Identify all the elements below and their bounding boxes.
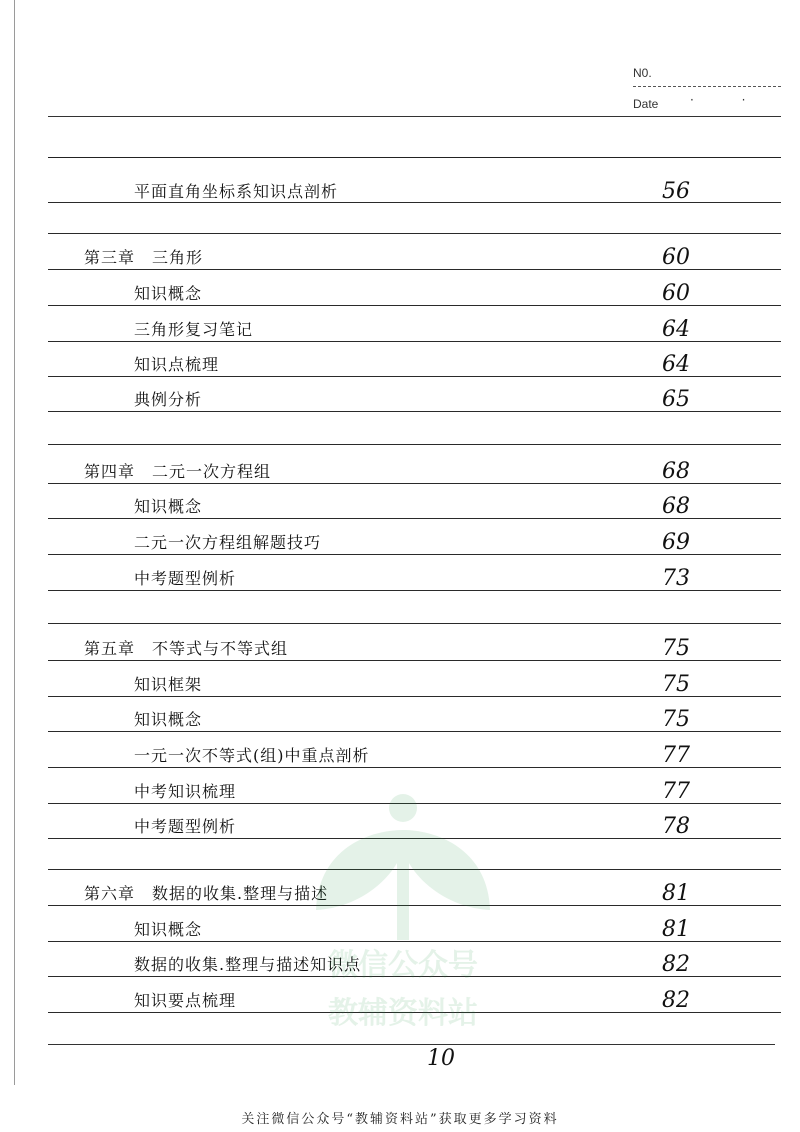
ruled-line	[48, 341, 781, 342]
toc-chapter-title: 第四章 二元一次方程组	[84, 462, 272, 481]
toc-entry-page: 81	[662, 917, 690, 942]
toc-entry-title: 知识概念	[134, 920, 203, 939]
page-number: 10	[427, 1046, 455, 1071]
toc-entry	[0, 489, 800, 519]
toc-entry-page: 60	[662, 281, 690, 306]
ruled-line	[48, 767, 781, 768]
ruled-line	[48, 518, 781, 519]
toc-entry	[0, 667, 800, 697]
toc-entry	[0, 174, 800, 204]
toc-entry-page: 60	[662, 245, 690, 270]
toc-entry	[0, 382, 800, 412]
toc-entry-page: 73	[662, 566, 690, 591]
toc-entry-title: 中考题型例析	[134, 817, 237, 836]
ruled-line	[48, 696, 781, 697]
toc-entry-title: 中考题型例析	[134, 569, 237, 588]
ruled-line	[48, 623, 781, 624]
toc-entry-page: 77	[662, 779, 690, 804]
toc-entry-page: 75	[662, 672, 690, 697]
toc-chapter-title: 第三章 三角形	[84, 248, 204, 267]
notebook-header	[0, 0, 800, 130]
toc-entry	[0, 454, 800, 484]
toc-entry-title: 平面直角坐标系知识点剖析	[134, 182, 339, 201]
ruled-line	[48, 202, 781, 203]
footer-promo-text: 关注微信公众号“教辅资料站”获取更多学习资料	[241, 1112, 559, 1127]
ruled-line	[48, 660, 781, 661]
toc-entry-page: 75	[662, 636, 690, 661]
toc-entry-title: 二元一次方程组解题技巧	[134, 533, 322, 552]
toc-entry-page: 64	[662, 317, 690, 342]
toc-entry-title: 中考知识梳理	[134, 782, 237, 801]
bottom-rule	[48, 1044, 775, 1045]
toc-entry-title: 知识概念	[134, 497, 203, 516]
toc-chapter-title: 第六章 数据的收集.整理与描述	[84, 884, 329, 903]
ruled-line	[48, 590, 781, 591]
ruled-line	[48, 233, 781, 234]
ruled-line	[48, 411, 781, 412]
ruled-line	[48, 554, 781, 555]
toc-entry	[0, 912, 800, 942]
toc-entry-page: 82	[662, 988, 690, 1013]
toc-entry	[0, 702, 800, 732]
ruled-line	[48, 376, 781, 377]
ruled-line	[48, 1012, 781, 1013]
toc-entry-title: 知识点梳理	[134, 355, 220, 374]
toc-entry-title: 知识要点梳理	[134, 991, 237, 1010]
toc-entry	[0, 631, 800, 661]
toc-entry-page: 56	[662, 179, 690, 204]
toc-entry-page: 81	[662, 881, 690, 906]
toc-entry-page: 77	[662, 743, 690, 768]
watermark-line-1: 微信公众号	[328, 948, 478, 983]
top-margin-rule	[48, 157, 781, 158]
toc-entry-page: 69	[662, 530, 690, 555]
toc-entry-page: 64	[662, 352, 690, 377]
toc-entry	[0, 738, 800, 768]
toc-entry	[0, 312, 800, 342]
ruled-line	[48, 305, 781, 306]
toc-entry	[0, 983, 800, 1013]
toc-chapter-title: 第五章 不等式与不等式组	[84, 639, 289, 658]
toc-entry	[0, 774, 800, 804]
toc-entry-title: 三角形复习笔记	[134, 320, 254, 339]
toc-entry	[0, 276, 800, 306]
date-label: Date	[633, 97, 659, 111]
toc-entry	[0, 809, 800, 839]
ruled-line	[48, 803, 781, 804]
ruled-line	[48, 976, 781, 977]
toc-entry-title: 数据的收集.整理与描述知识点	[134, 955, 362, 974]
toc-entry-title: 典例分析	[134, 390, 203, 409]
toc-entry-page: 78	[662, 814, 690, 839]
header-rule	[48, 116, 781, 117]
ruled-line	[48, 905, 781, 906]
ruled-line	[48, 941, 781, 942]
toc-entry	[0, 525, 800, 555]
toc-entry	[0, 240, 800, 270]
toc-entry-page: 68	[662, 494, 690, 519]
toc-entry-page: 82	[662, 952, 690, 977]
no-dashed-line	[633, 86, 781, 87]
date-dots: · ·	[690, 93, 768, 107]
ruled-line	[48, 444, 781, 445]
toc-entry-title: 一元一次不等式(组)中重点剖析	[134, 746, 370, 765]
toc-entry-page: 75	[662, 707, 690, 732]
toc-entry-page: 68	[662, 459, 690, 484]
toc-entry	[0, 561, 800, 591]
toc-entry-title: 知识框架	[134, 675, 203, 694]
toc-entry-title: 知识概念	[134, 284, 203, 303]
toc-entry-page: 65	[662, 387, 690, 412]
toc-entry-title: 知识概念	[134, 710, 203, 729]
watermark-line-2: 教辅资料站	[328, 996, 478, 1031]
ruled-line	[48, 731, 781, 732]
toc-entry	[0, 947, 800, 977]
ruled-line	[48, 838, 781, 839]
no-label: N0.	[633, 66, 652, 80]
toc-entry	[0, 876, 800, 906]
ruled-line	[48, 483, 781, 484]
ruled-line	[48, 869, 781, 870]
toc-entry	[0, 347, 800, 377]
ruled-line	[48, 269, 781, 270]
